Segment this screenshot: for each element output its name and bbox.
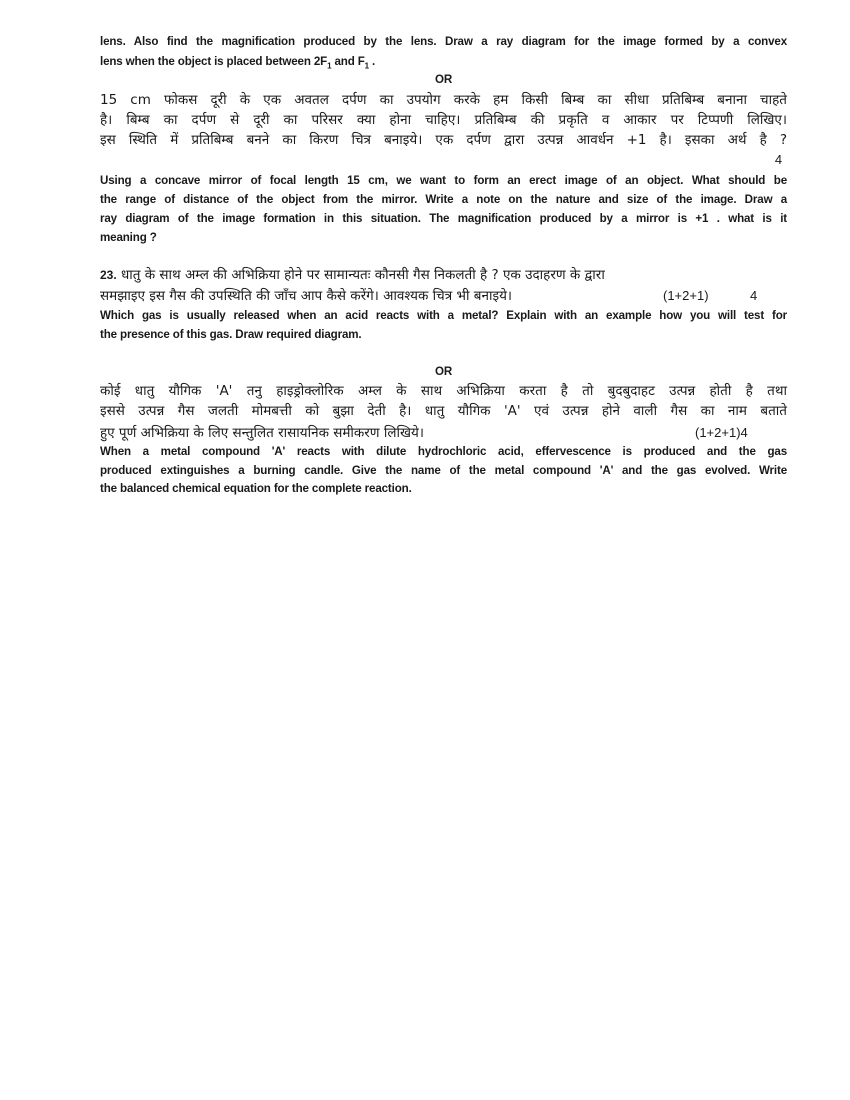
- q23-en-line: Which gas is usually released when an acid reacts with a metal? Explain with an example how you will test for: [100, 309, 787, 322]
- q22-alt-en-line: meaning ?: [100, 231, 157, 244]
- q23-hi-line: समझाइए इस गैस की उपस्थिति की जाँच आप कैसे करेंगे। आवश्यक चित्र भी बनाइये। (1+2+1) 4: [100, 288, 758, 304]
- q23-en-line: the presence of this gas. Draw required diagram.: [100, 328, 362, 341]
- q23-hi-line: 23. धातु के साथ अम्ल की अभिक्रिया होने पर सामान्यतः कौनसी गैस निकलती है ? एक उदाहरण के द्वारा: [100, 267, 605, 283]
- q23-alt-marks: (1+2+1)4: [695, 425, 748, 440]
- q23-alt-en-line: When a metal compound 'A' reacts with dilute hydrochloric acid, effervescence is produced and the gas: [100, 445, 787, 458]
- q22-alt-en-line: Using a concave mirror of focal length 15 cm, we want to form an erect image of an object. What should be: [100, 174, 787, 187]
- q22-alt-en-line: the range of distance of the object from the mirror. Write a note on the nature and size of the image. Draw a: [100, 193, 787, 206]
- q22-hi-line: 15 cm फोकस दूरी के एक अवतल दर्पण का उपयोग करके हम किसी बिम्ब का सीधा प्रतिबिम्ब बनाना चाहते: [100, 92, 787, 108]
- q22-en-line: lens when the object is placed between $2F_1$ and $F_1$ .: [100, 55, 376, 71]
- q23-alt-hi-line: कोई धातु यौगिक 'A' तनु हाइड्रोक्लोरिक अम्ल के साथ अभिक्रिया करता है तो बुदबुदाहट उत्पन्न होती है तथा: [100, 383, 787, 399]
- q23-marks: 4: [750, 288, 758, 303]
- q23-alt-hi-line: हुए पूर्ण अभिक्रिया के लिए सन्तुलित रासायनिक समीकरण लिखिये। (1+2+1)4: [100, 425, 748, 441]
- or-separator: OR: [434, 365, 453, 378]
- q23-alt-en-line: the balanced chemical equation for the complete reaction.: [100, 482, 412, 495]
- q22-alt-en-line: ray diagram of the image formation in this situation. The magnification produced by a mirror is +1 . what is it: [100, 212, 787, 225]
- q23-alt-hi-line: इससे उत्पन्न गैस जलती मोमबत्ती को बुझा देती है। धातु यौगिक 'A' एवं उत्पन्न होने वाली गैस का नाम बताते: [100, 403, 787, 419]
- or-separator: OR: [434, 73, 453, 86]
- question-number: 23.: [100, 268, 117, 282]
- q22-en-line: lens. Also find the magnification produced by the lens. Draw a ray diagram for the image formed by a convex: [100, 35, 787, 48]
- q22-marks: 4: [774, 152, 782, 167]
- q22-hi-line: इस स्थिति में प्रतिबिम्ब बनने का किरण चित्र बनाइये। एक दर्पण द्वारा उत्पन्न आवर्धन +1 है। इसका अर्थ है ?: [100, 132, 787, 148]
- q23-alt-en-line: produced extinguishes a burning candle. Give the name of the metal compound 'A' and the gas evolved. Write: [100, 464, 787, 477]
- q23-marks-split: (1+2+1): [663, 288, 709, 303]
- q22-hi-line: है। बिम्ब का दर्पण से दूरी का परिसर क्या होना चाहिए। प्रतिबिम्ब की प्रकृति व आकार पर टिप्पणी लिखिए।: [100, 112, 787, 128]
